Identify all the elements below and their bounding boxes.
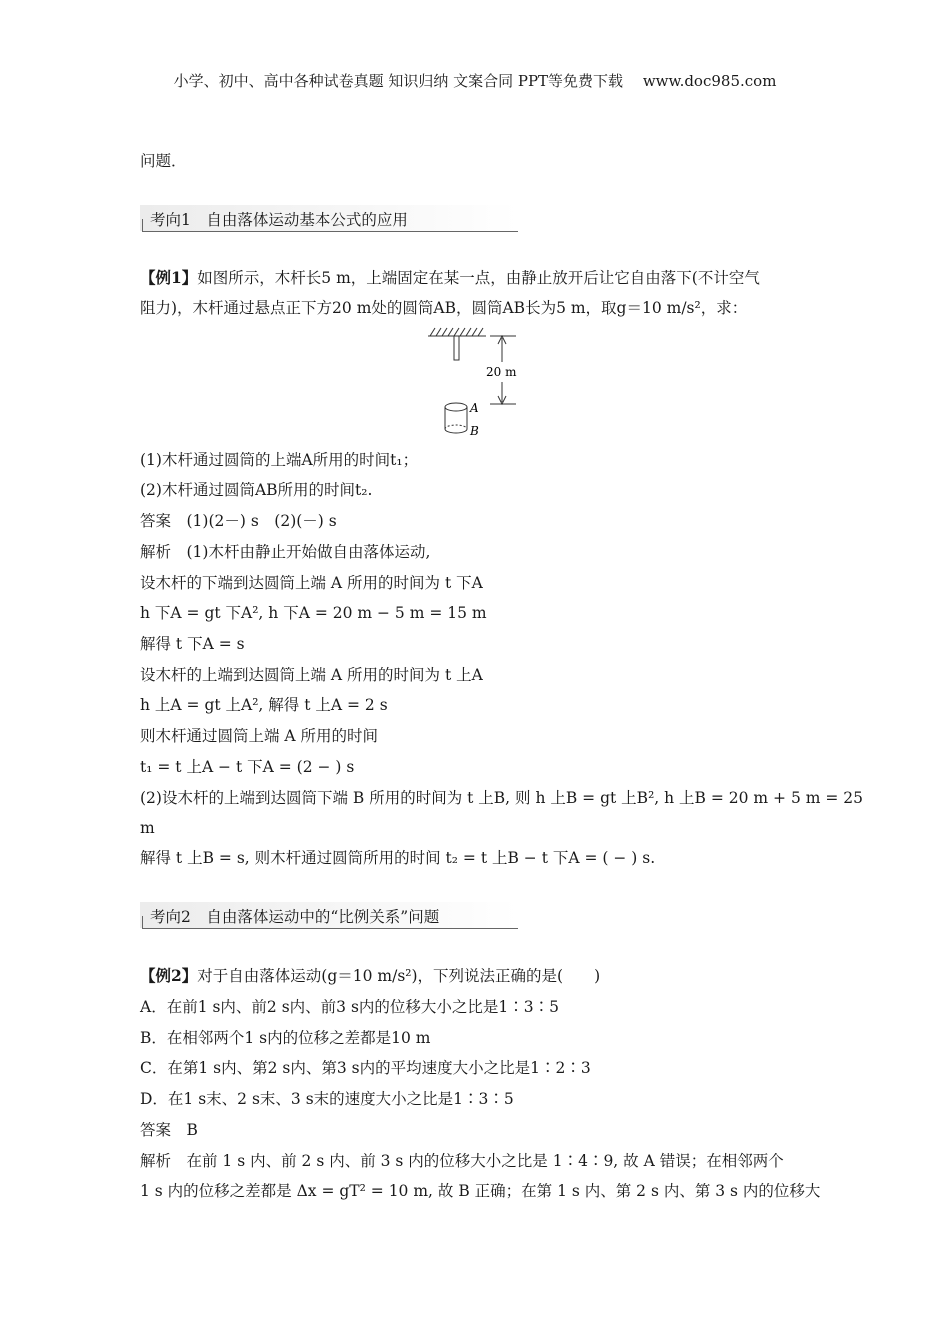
- falling-rod-figure: [420, 324, 530, 440]
- intro-tail: 问题．: [140, 152, 187, 170]
- example2-label: 【例2】: [140, 966, 198, 985]
- section-heading-2: [140, 902, 518, 936]
- label-a: A: [470, 401, 479, 415]
- question-1: (1)木杆通过圆筒的上端A所用的时间t₁；: [140, 451, 419, 469]
- wooden-rod: [454, 336, 459, 360]
- analysis-line: 则木杆通过圆筒上端 A 所用的时间: [140, 727, 379, 745]
- option-b: B．在相邻两个1 s内的位移之差都是10 m: [140, 1029, 431, 1047]
- example2-stem: 对于自由落体运动(g＝10 m/s²)，下列说法正确的是( ): [197, 967, 601, 985]
- page-header: 小学、初中、高中各种试卷真题 知识归纳 文案合同 PPT等免费下载 www.doc985.com: [173, 72, 777, 90]
- example2-stem-line: [140, 966, 600, 986]
- label-b: B: [470, 424, 479, 438]
- analysis-line: 解得 t 下A = s: [140, 635, 245, 653]
- section-title-2: 考向2 自由落体运动中的“比例关系”问题: [150, 908, 440, 926]
- example2-analysis-line2: 1 s 内的位移之差都是 Δx = gT² = 10 m, 故 B 正确；在第 1 s 内、第 2 s 内、第 3 s 内的位移大: [140, 1182, 821, 1200]
- section-heading-1: [140, 205, 518, 239]
- section-title-1: 考向1 自由落体运动基本公式的应用: [150, 211, 408, 229]
- option-a: A．在前1 s内、前2 s内、前3 s内的位移大小之比是1∶3∶5: [140, 998, 560, 1016]
- example1-label: 【例1】: [140, 268, 198, 287]
- example2-answer: 答案 B: [140, 1121, 198, 1139]
- option-c: C．在第1 s内、第2 s内、第3 s内的平均速度大小之比是1∶2∶3: [140, 1059, 591, 1077]
- example1-line1: [140, 268, 760, 288]
- analysis-line: m: [140, 819, 155, 837]
- ceiling-hatch: [428, 328, 486, 336]
- example1-stem-line1: 如图所示，木杆长5 m，上端固定在某一点，由静止放开后让它自由落下(不计空气: [197, 269, 760, 287]
- analysis-line: 解析 (1)木杆由静止开始做自由落体运动,: [140, 543, 431, 561]
- analysis-line: t₁ = t 上A − t 下A = (2 − ) s: [140, 758, 355, 776]
- option-d: D．在1 s末、2 s末、3 s末的速度大小之比是1∶3∶5: [140, 1090, 514, 1108]
- analysis-line: h 下A = gt 下A², h 下A = 20 m − 5 m = 15 m: [140, 604, 487, 622]
- analysis-line: h 上A = gt 上A², 解得 t 上A = 2 s: [140, 696, 388, 714]
- cylinder-ab: [445, 403, 467, 433]
- analysis-line: 解得 t 上B = s, 则木杆通过圆筒所用的时间 t₂ = t 上B − t 下A = ( − ) s.: [140, 849, 656, 867]
- question-2: (2)木杆通过圆筒AB所用的时间t₂.: [140, 481, 373, 499]
- example1-stem-line2: 阻力)，木杆通过悬点正下方20 m处的圆筒AB，圆筒AB长为5 m，取g＝10 m/s²，求：: [140, 299, 748, 317]
- example1-answer: 答案 (1)(2－) s (2)(－) s: [140, 512, 337, 530]
- analysis-line: 设木杆的上端到达圆筒上端 A 所用的时间为 t 上A: [140, 666, 483, 684]
- analysis-line: (2)设木杆的上端到达圆筒下端 B 所用的时间为 t 上B, 则 h 上B = gt 上B², h 上B = 20 m + 5 m = 25: [140, 789, 864, 807]
- analysis-line: 设木杆的下端到达圆筒上端 A 所用的时间为 t 下A: [140, 574, 483, 592]
- distance-label: 20 m: [486, 365, 517, 379]
- example2-analysis-line1: 解析 在前 1 s 内、前 2 s 内、前 3 s 内的位移大小之比是 1∶4∶9, 故 A 错误；在相邻两个: [140, 1152, 784, 1170]
